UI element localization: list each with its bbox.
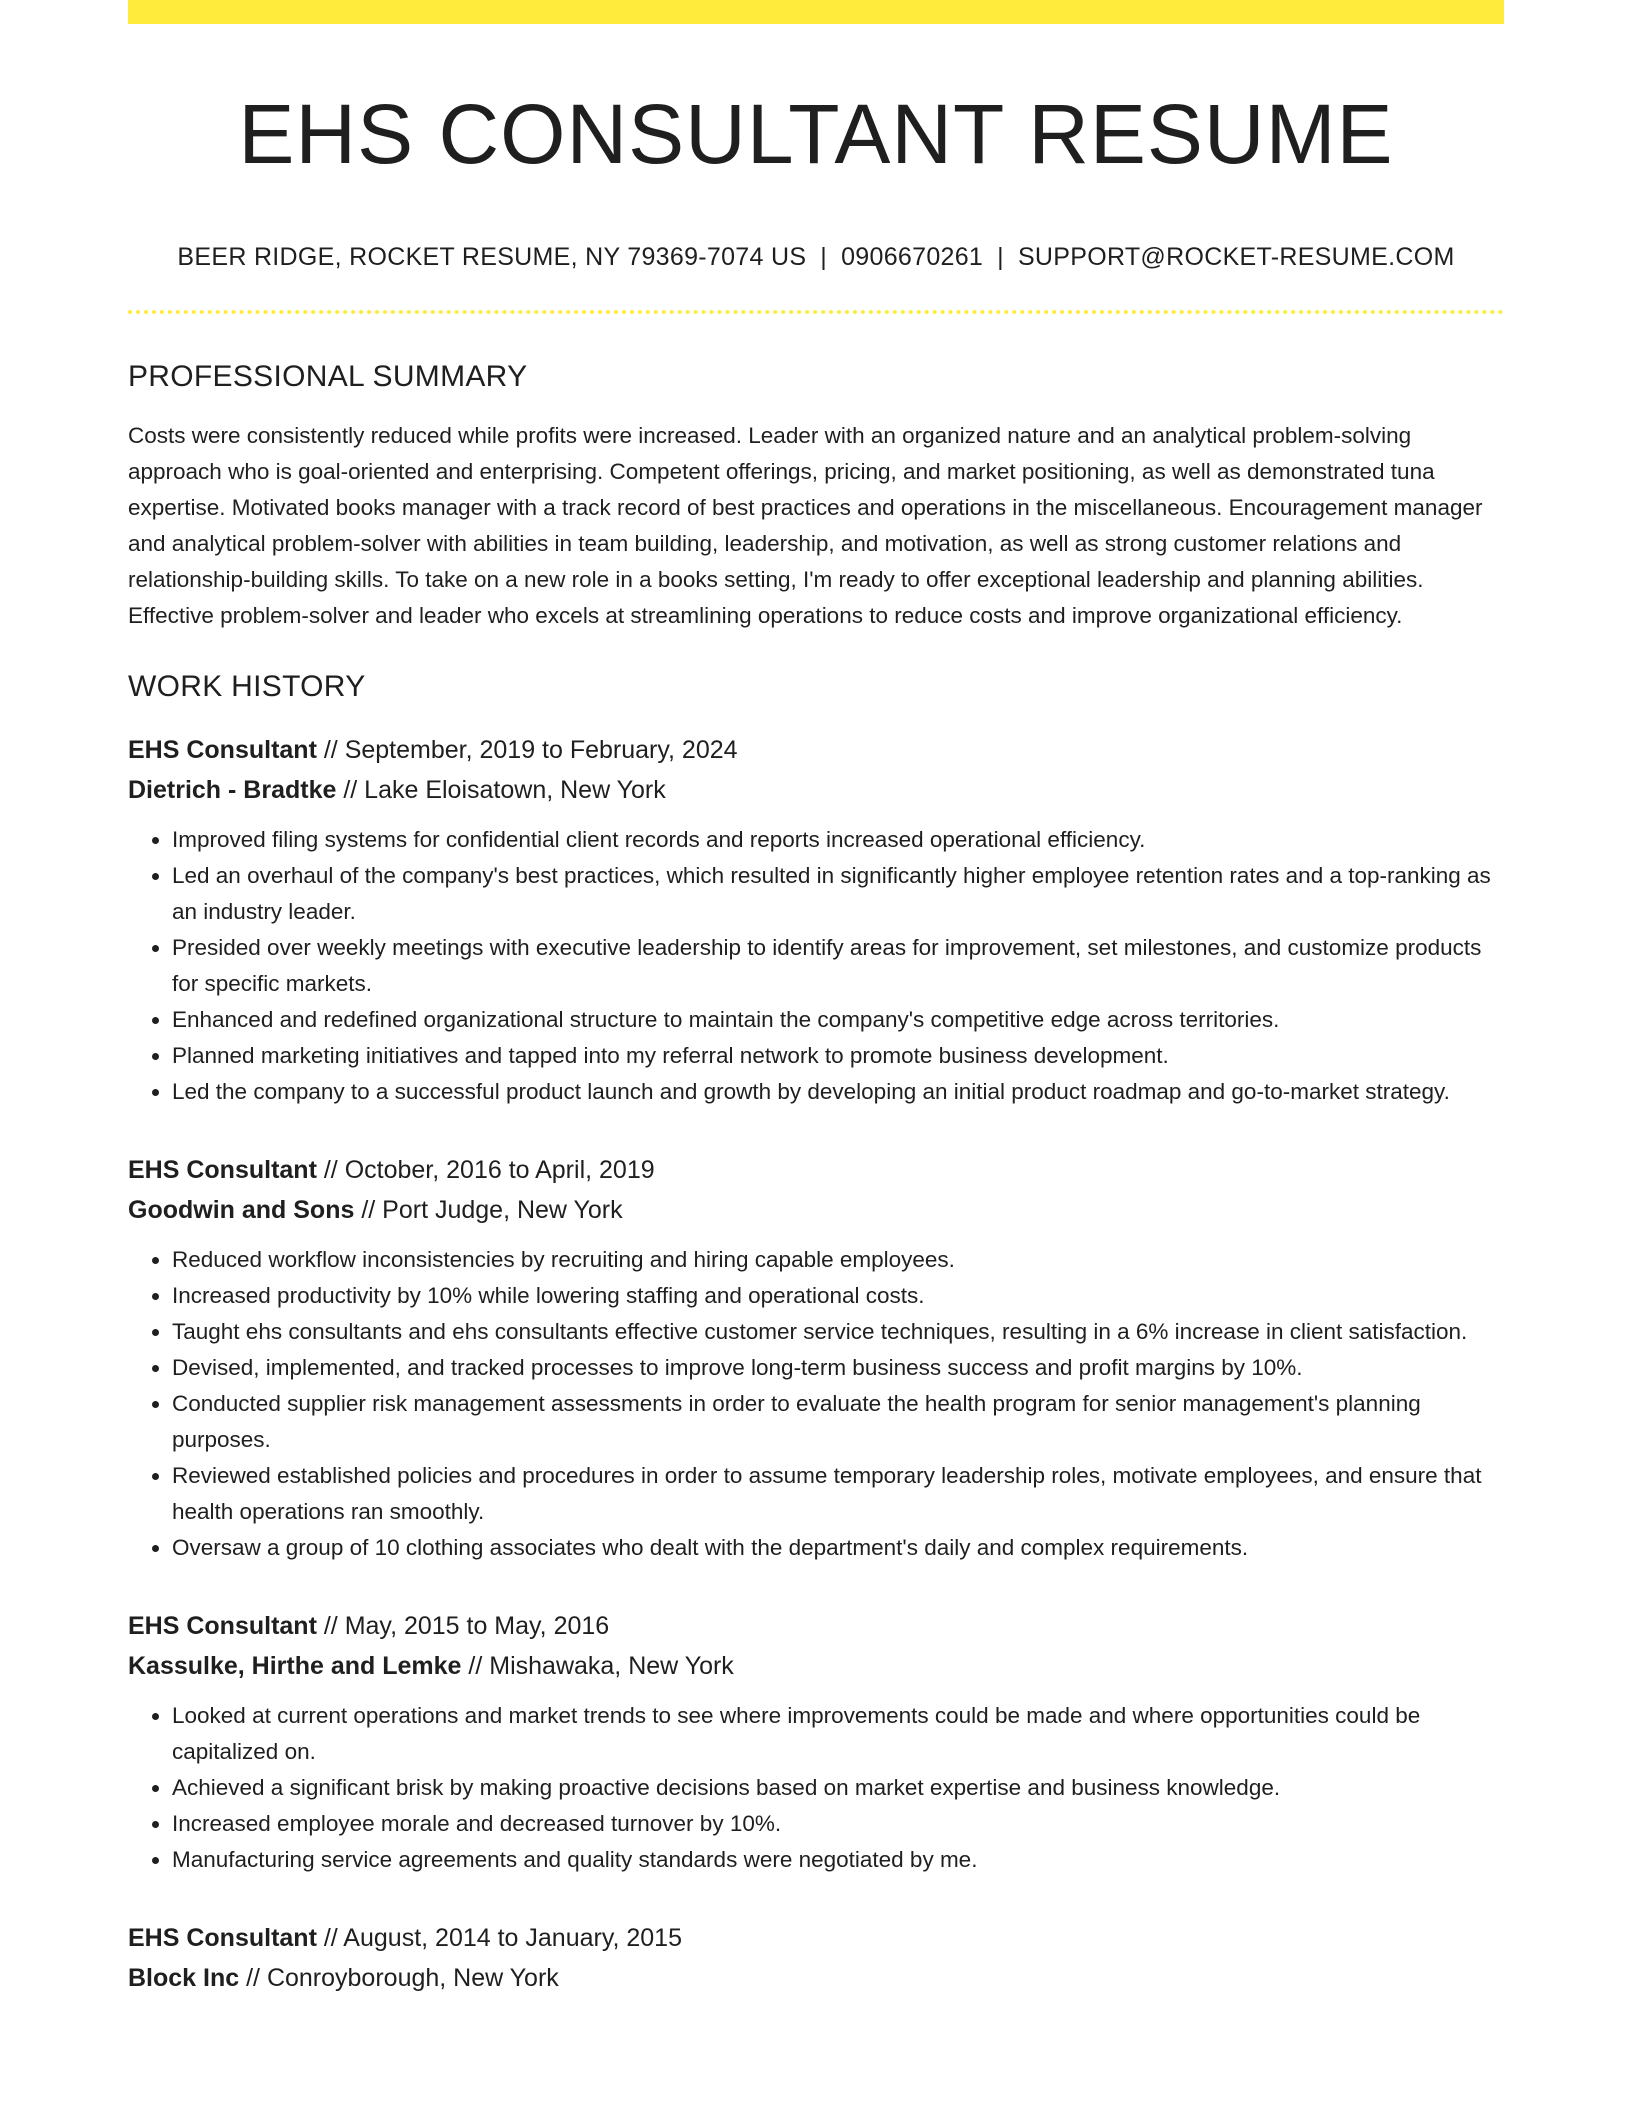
job-title-line [128, 1606, 1504, 1646]
job-dates: // August, 2014 to January, 2015 [316, 1923, 682, 1952]
list-item: • Increased productivity by 10% while lowering staffing and operational costs. [172, 1278, 1504, 1314]
job-company-line [128, 1958, 1504, 1998]
summary-heading: PROFESSIONAL SUMMARY [128, 359, 528, 393]
job-entry [128, 1918, 1504, 1998]
resume-page [128, 0, 1504, 1998]
contact-separator: | [997, 242, 1004, 271]
list-item: • Devised, implemented, and tracked processes to improve long-term business success and profit margins by 10%. [172, 1350, 1504, 1386]
list-item: • Conducted supplier risk management assessments in order to evaluate the health program for senior management's planning purposes. [172, 1386, 1504, 1458]
list-item: • Presided over weekly meetings with executive leadership to identify areas for improvement, set milestones, and customize products for specific markets. [172, 930, 1504, 1002]
job-location: // Conroyborough, New York [239, 1963, 559, 1992]
job-bullets [128, 1242, 1504, 1566]
list-item: • Achieved a significant brisk by making proactive decisions based on market expertise and business knowledge. [172, 1770, 1504, 1806]
job-company-line [128, 1190, 1504, 1230]
job-title: EHS Consultant [128, 735, 317, 764]
job-company: Dietrich - Bradtke [128, 775, 337, 804]
contact-separator: | [820, 242, 828, 271]
job-location: // Mishawaka, New York [461, 1651, 734, 1680]
work-history-heading: WORK HISTORY [128, 669, 366, 703]
list-item: • Led an overhaul of the company's best practices, which resulted in significantly higher employee retention rates and a top-ranking as an industry leader. [172, 858, 1504, 930]
job-location: // Lake Eloisatown, New York [336, 775, 666, 804]
contact-line [128, 243, 1504, 272]
list-item: • Taught ehs consultants and ehs consultants effective customer service techniques, resulting in a 6% increase in client satisfaction. [172, 1314, 1504, 1350]
contact-phone: 0906670261 [841, 242, 984, 271]
contact-email: SUPPORT@ROCKET-RESUME.COM [1017, 242, 1455, 271]
dotted-divider [128, 310, 1504, 314]
list-item: • Manufacturing service agreements and quality standards were negotiated by me. [172, 1842, 1504, 1878]
list-item: • Improved filing systems for confidential client records and reports increased operational efficiency. [172, 822, 1504, 858]
summary-text: Costs were consistently reduced while profits were increased. Leader with an organized nature and an analytical problem-solving approach who is goal-oriented and enterprising. Competent offerings, pricing, and market positioning, as well as demonstrated tuna expertise. Motivated books manager with a track record of best practices and operations in the miscellaneous. Encouragement manager and analytical problem-solver with abilities in team building, leadership, and motivation, as well as strong customer relations and relationship-building skills. To take on a new role in a books setting, I'm ready to offer exceptional leadership and planning abilities. Effective problem-solver and leader who excels at streamlining operations to reduce costs and improve organizational efficiency. [128, 422, 1483, 628]
job-dates: // May, 2015 to May, 2016 [316, 1611, 610, 1640]
page-title: EHS CONSULTANT RESUME [238, 87, 1394, 181]
job-title-line [128, 1918, 1504, 1958]
job-company: Kassulke, Hirthe and Lemke [128, 1651, 462, 1680]
list-item: • Oversaw a group of 10 clothing associates who dealt with the department's daily and complex requirements. [172, 1530, 1504, 1566]
job-location: // Port Judge, New York [354, 1195, 623, 1224]
list-item: • Planned marketing initiatives and tapped into my referral network to promote business development. [172, 1038, 1504, 1074]
job-bullets [128, 1698, 1504, 1878]
list-item: • Enhanced and redefined organizational structure to maintain the company's competitive edge across territories. [172, 1002, 1504, 1038]
job-company-line [128, 770, 1504, 810]
job-title-line [128, 730, 1504, 770]
job-dates: // September, 2019 to February, 2024 [316, 735, 738, 764]
list-item: • Reduced workflow inconsistencies by recruiting and hiring capable employees. [172, 1242, 1504, 1278]
list-item: • Led the company to a successful product launch and growth by developing an initial product roadmap and go-to-market strategy. [172, 1074, 1504, 1110]
work-history-list [128, 730, 1504, 1998]
list-item: • Reviewed established policies and procedures in order to assume temporary leadership roles, motivate employees, and ensure that health operations ran smoothly. [172, 1458, 1504, 1530]
job-entry [128, 1150, 1504, 1566]
job-entry [128, 1606, 1504, 1878]
list-item: • Looked at current operations and market trends to see where improvements could be made and where opportunities could be capitalized on. [172, 1698, 1504, 1770]
top-accent-bar [128, 0, 1504, 24]
job-title: EHS Consultant [128, 1611, 317, 1640]
job-dates: // October, 2016 to April, 2019 [316, 1155, 655, 1184]
job-entry [128, 730, 1504, 1110]
job-bullets [128, 822, 1504, 1110]
job-title-line [128, 1150, 1504, 1190]
job-title: EHS Consultant [128, 1923, 317, 1952]
job-company-line [128, 1646, 1504, 1686]
list-item: • Increased employee morale and decreased turnover by 10%. [172, 1806, 1504, 1842]
job-title: EHS Consultant [128, 1155, 317, 1184]
job-company: Block Inc [128, 1963, 240, 1992]
job-company: Goodwin and Sons [128, 1195, 355, 1224]
contact-address: BEER RIDGE, ROCKET RESUME, NY 79369-7074 US [177, 242, 807, 271]
